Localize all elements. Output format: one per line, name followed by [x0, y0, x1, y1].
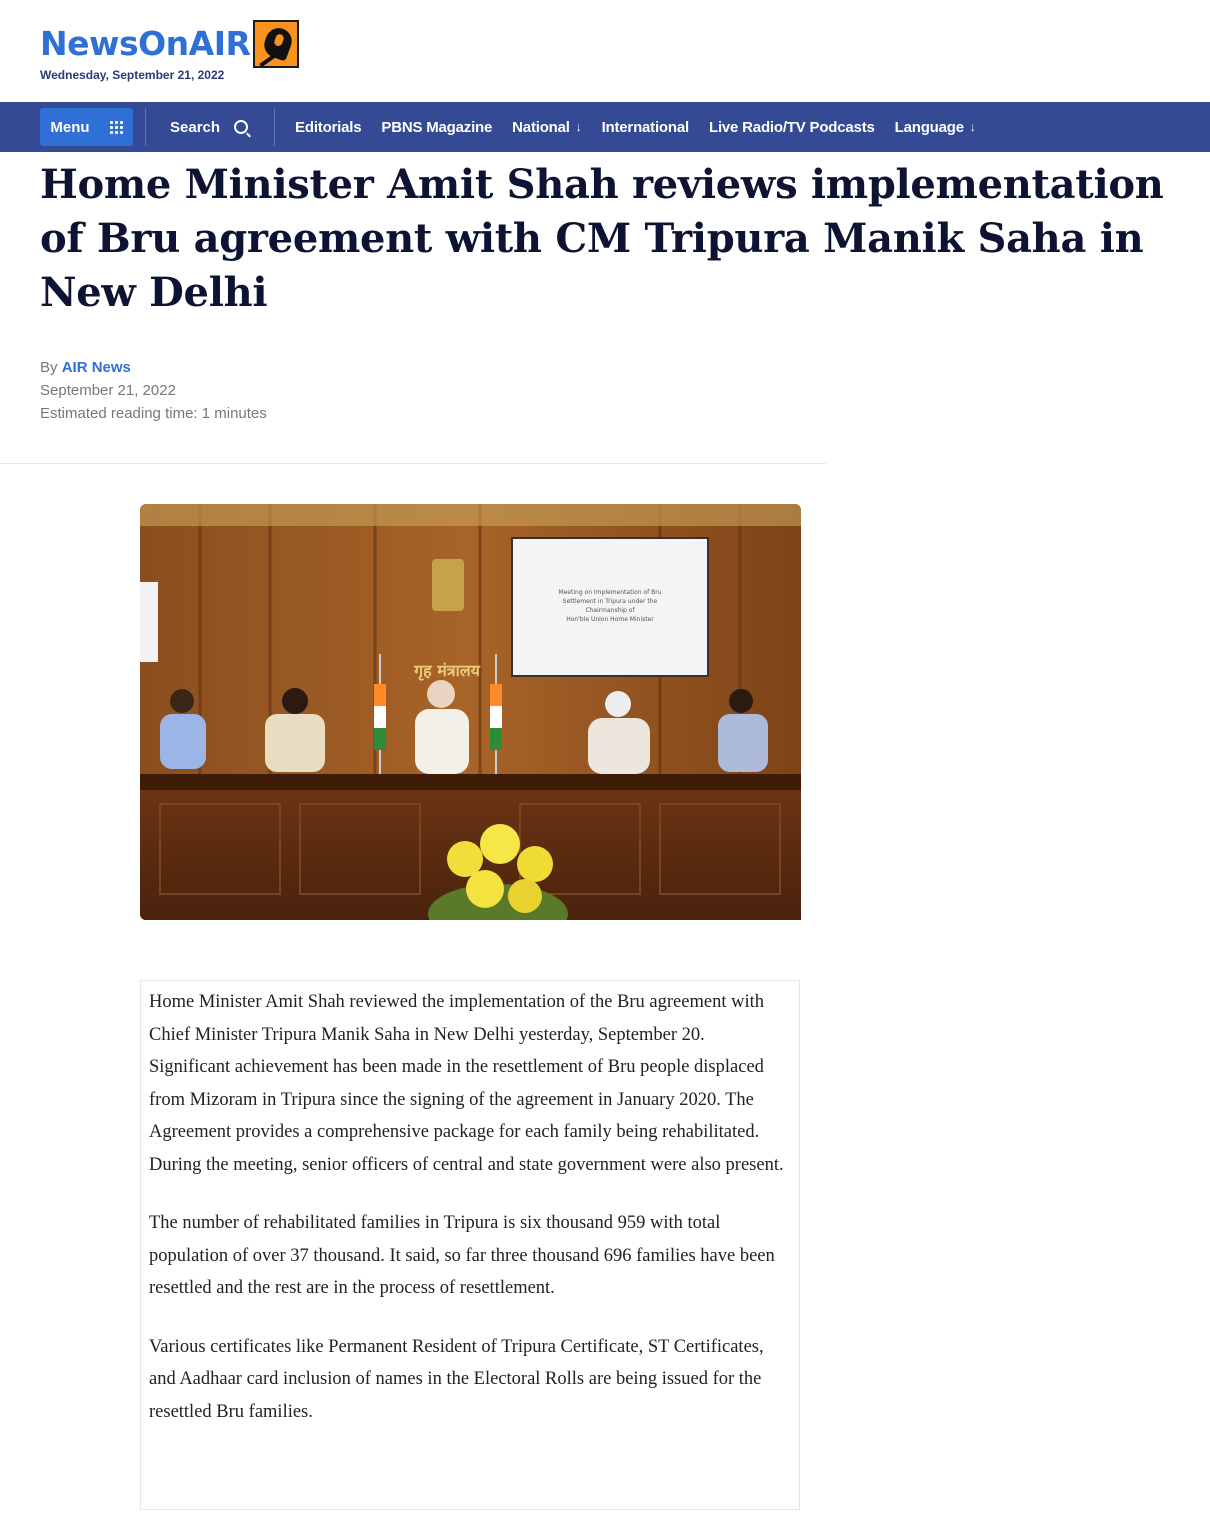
menu-button[interactable] [40, 108, 133, 146]
paragraph: Significant achievement has been made in the resettlement of Bru people displaced from Mizoram in Tripura since the signing of the agreement in January 2020. The Agreement provides a comprehensive package for each family being rehabilitated. During the meeting, senior officers of central and state government were also present. [149, 1057, 784, 1175]
article-title: Home Minister Amit Shah reviews implementation of Bru agreement with CM Tripura Manik Saha in New Delhi [40, 161, 1164, 316]
nav-item-label: Editorials [295, 118, 362, 136]
arrow-down-icon: ↓ [969, 120, 976, 134]
svg-text:Hon'ble Union Home Minister: Hon'ble Union Home Minister [566, 616, 654, 623]
site-header [0, 0, 1210, 102]
nav-item-pbns-magazine[interactable] [381, 119, 492, 136]
nav-item-live-radio-tv-podcasts[interactable] [709, 119, 875, 136]
grid-icon [110, 121, 123, 134]
author-link[interactable]: AIR News [61, 359, 131, 376]
wall-text: गृह मंत्रालय [414, 661, 480, 680]
search-button[interactable] [158, 119, 260, 136]
by-prefix: By [40, 359, 58, 376]
search-icon [234, 120, 248, 134]
svg-text:Meeting on Implementation of B: Meeting on Implementation of Bru [558, 589, 662, 596]
nav-item-label: International [601, 118, 689, 136]
byline [40, 356, 267, 379]
article-date: September 21, 2022 [40, 382, 176, 399]
article-meta [40, 356, 267, 425]
nav-item-international[interactable] [602, 119, 689, 136]
header-divider [0, 463, 826, 464]
nav-links [295, 119, 996, 136]
nav-divider [145, 108, 146, 146]
svg-text:Settlement in Tripura under th: Settlement in Tripura under the [562, 598, 658, 605]
microphone-icon [253, 20, 299, 68]
nav-item-label: National [512, 118, 570, 136]
nav-item-national[interactable] [512, 119, 581, 136]
nav-item-label: Language [894, 118, 964, 136]
article-body [140, 980, 800, 1510]
logo-text: NewsOnAIR [40, 24, 251, 63]
header-date: Wednesday, September 21, 2022 [40, 68, 225, 82]
paragraph: Home Minister Amit Shah reviewed the implementation of the Bru agreement with Chief Minister Tripura Manik Saha in New Delhi yesterday, September 20. [149, 992, 764, 1045]
paragraph: Various certificates like Permanent Resident of Tripura Certificate, ST Certificates, and Aadhaar card inclusion of names in the Electoral Rolls are being issued for the resettled Bru families. [149, 1336, 764, 1422]
nav-item-label: Live Radio/TV Podcasts [708, 118, 875, 136]
search-label: Search [170, 118, 221, 136]
paragraph: The number of rehabilitated families in Tripura is six thousand 959 with total population of over 37 thousand. It said, so far three thousand 696 families have been resettled and the rest are in the process of resettlement. [149, 1213, 775, 1298]
article-photo [140, 504, 801, 920]
nav-item-label: PBNS Magazine [381, 118, 493, 136]
main-navigation [0, 102, 1210, 152]
svg-text:Chairmanship of: Chairmanship of [585, 607, 635, 614]
nav-divider [274, 108, 275, 146]
reading-time: Estimated reading time: 1 minutes [40, 405, 267, 422]
site-logo[interactable] [40, 22, 299, 68]
nav-item-editorials[interactable] [295, 119, 361, 136]
menu-label: Menu [50, 118, 90, 136]
arrow-down-icon: ↓ [575, 120, 582, 134]
nav-item-language[interactable] [895, 119, 976, 136]
